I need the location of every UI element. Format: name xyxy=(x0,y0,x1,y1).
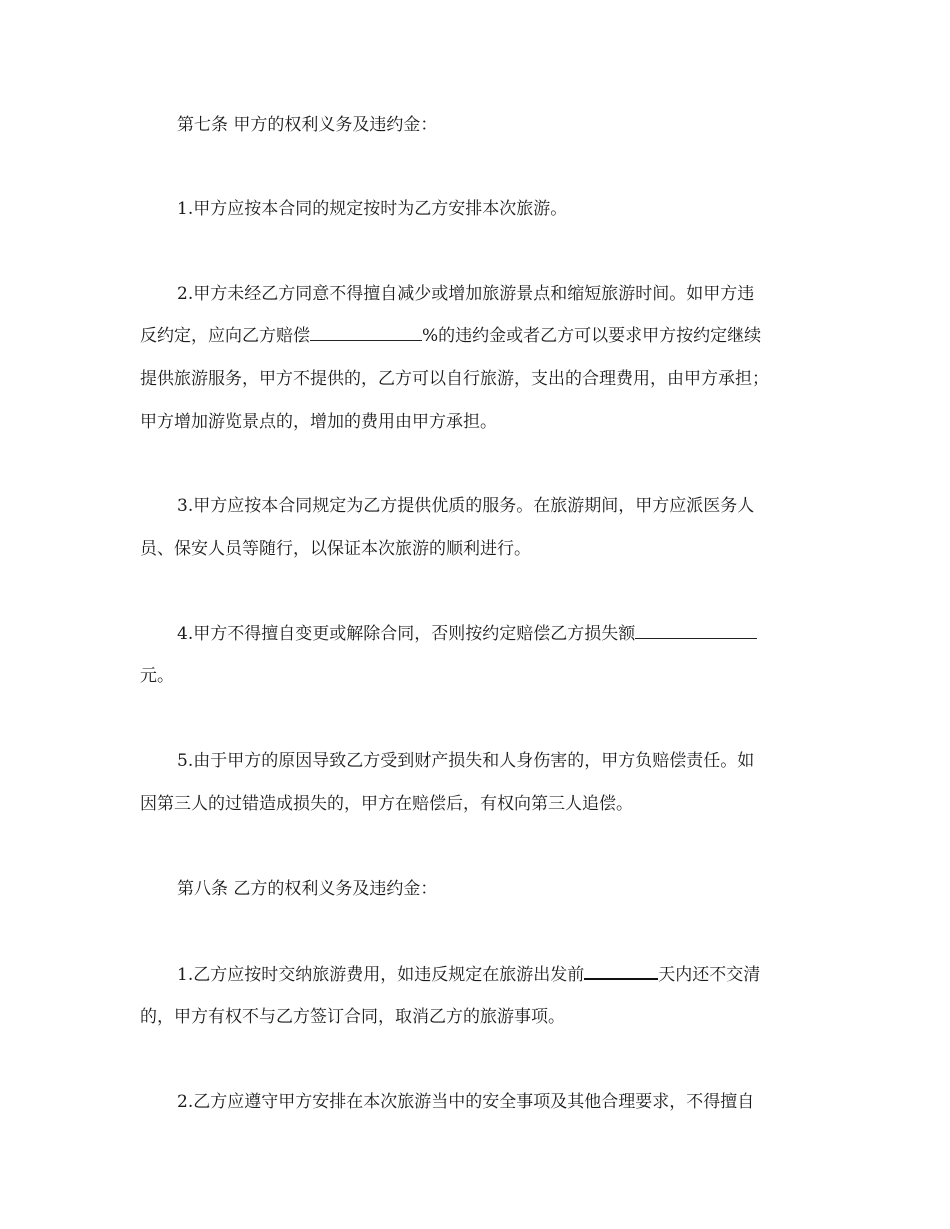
article8-item1-line1 xyxy=(177,964,760,985)
article7-item2-line2-after: %的违约金或者乙方可以要求甲方按约定继续 xyxy=(422,326,762,346)
penalty-percent-blank xyxy=(310,326,422,341)
article7-item4-line2: 元。 xyxy=(140,666,174,686)
article7-item3-line2: 员、保安人员等随行，以保证本次旅游的顺利进行。 xyxy=(140,539,531,559)
article7-item5-line2: 因第三人的过错造成损失的，甲方在赔偿后，有权向第三人追偿。 xyxy=(140,794,633,814)
days-blank xyxy=(584,964,658,980)
article8-heading: 第八条 乙方的权利义务及违约金： xyxy=(177,879,438,899)
article7-item4-line1 xyxy=(177,624,757,644)
article8-item2-line1: 2.乙方应遵守甲方安排在本次旅游当中的安全事项及其他合理要求，不得擅自 xyxy=(177,1092,755,1112)
article8-item1-line1-before: 1.乙方应按时交纳旅游费用，如违反规定在旅游出发前 xyxy=(177,965,585,985)
article7-item4-text: 4.甲方不得擅自变更或解除合同，否则按约定赔偿乙方损失额 xyxy=(177,624,636,644)
article7-heading: 第七条 甲方的权利义务及违约金： xyxy=(177,115,438,135)
article7-item3-line1: 3.甲方应按本合同规定为乙方提供优质的服务。在旅游期间，甲方应派医务人 xyxy=(177,496,755,516)
article7-item1: 1.甲方应按本合同的规定按时为乙方安排本次旅游。 xyxy=(177,199,568,219)
article8-item1-line1-after: 天内还不交清 xyxy=(658,965,761,985)
article8-item1-line2: 的，甲方有权不与乙方签订合同，取消乙方的旅游事项。 xyxy=(140,1007,565,1027)
article7-item2-line1: 2.甲方未经乙方同意不得擅自减少或增加旅游景点和缩短旅游时间。如甲方违 xyxy=(177,284,755,304)
article7-item2-line4: 甲方增加游览景点的，增加的费用由甲方承担。 xyxy=(140,412,497,432)
article7-item2-line3: 提供旅游服务，甲方不提供的，乙方可以自行旅游，支出的合理费用，由甲方承担； xyxy=(140,369,769,389)
article7-item2-line2 xyxy=(140,326,761,346)
article7-item2-line2-before: 反约定，应向乙方赔偿 xyxy=(140,326,310,346)
article7-item5-line1: 5.由于甲方的原因导致乙方受到财产损失和人身伤害的，甲方负赔偿责任。如 xyxy=(177,751,755,771)
loss-amount-blank xyxy=(635,624,757,639)
